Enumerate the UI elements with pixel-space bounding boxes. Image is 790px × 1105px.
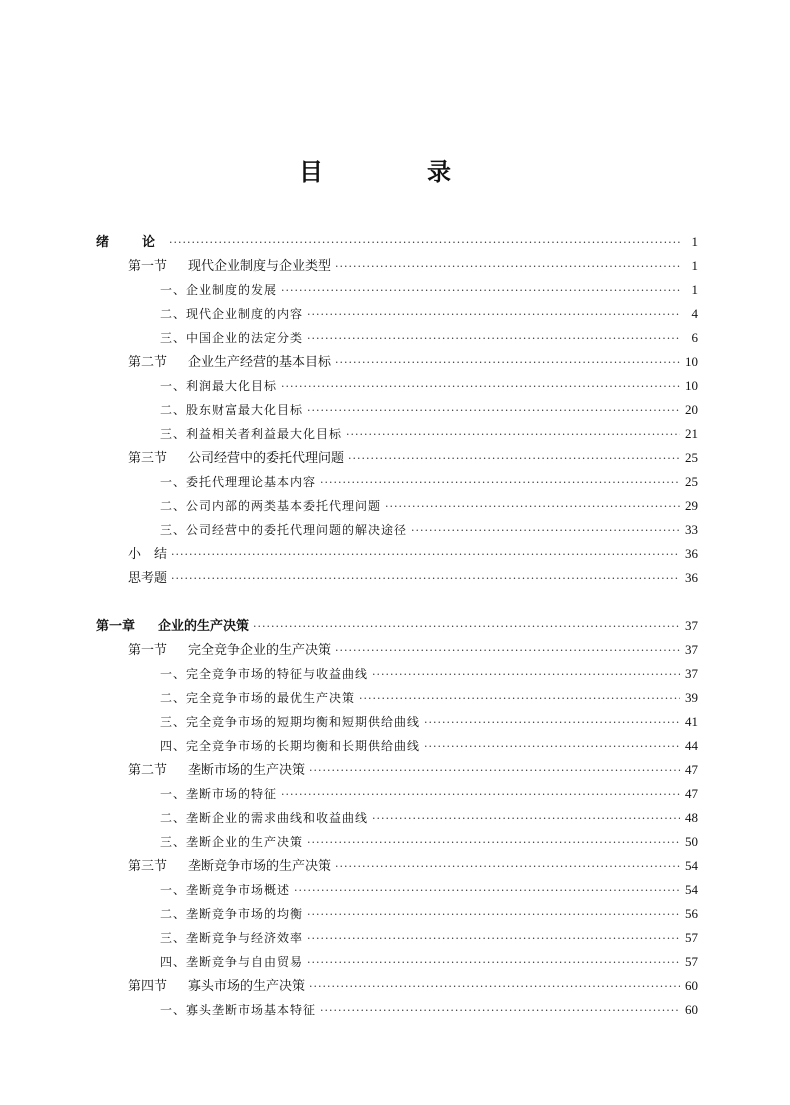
toc-entry-number: 第二节 (128, 355, 168, 370)
toc-entry[interactable] (160, 784, 698, 804)
toc-entry-number: 绪 论 (96, 235, 166, 250)
dot-leader (307, 833, 680, 853)
dot-leader (372, 809, 680, 829)
toc-entry-title: 三、垄断竞争与经济效率 (160, 931, 304, 945)
toc-page-number: 10 (685, 378, 698, 393)
toc-page-number: 6 (691, 330, 698, 345)
toc-entry-title: 二、现代企业制度的内容 (160, 307, 304, 321)
dot-leader (309, 761, 680, 781)
toc-entry-title: 一、寡头垄断市场基本特征 (160, 1003, 317, 1017)
toc-entry-title: 一、企业制度的发展 (160, 283, 278, 297)
toc-entry[interactable] (160, 952, 698, 972)
toc-entry-number: 小 结 (128, 547, 168, 562)
dot-leader (385, 497, 680, 517)
toc-page-number: 36 (685, 570, 698, 585)
toc-entry[interactable] (160, 736, 698, 756)
dot-leader (335, 353, 680, 373)
toc-page-number: 36 (685, 546, 698, 561)
toc-entry-title: 四、垄断竞争与自由贸易 (160, 955, 304, 969)
dot-leader (307, 953, 680, 973)
dot-leader (171, 569, 680, 589)
dot-leader (320, 1001, 680, 1021)
toc-page-number: 1 (691, 234, 698, 249)
toc-entry[interactable] (96, 232, 698, 252)
toc-entry-title: 三、公司经营中的委托代理问题的解决途径 (160, 523, 408, 537)
dot-leader (348, 449, 680, 469)
toc-entry-title: 寡头市场的生产决策 (188, 979, 306, 994)
dot-leader (335, 857, 680, 877)
toc-entry[interactable] (128, 760, 698, 780)
toc-entry-title: 三、垄断企业的生产决策 (160, 835, 304, 849)
toc-page-number: 54 (685, 882, 698, 897)
toc-page-number: 60 (685, 1002, 698, 1017)
toc-entry-title: 垄断市场的生产决策 (188, 763, 306, 778)
dot-leader (372, 665, 680, 685)
dot-leader (424, 713, 680, 733)
toc-page-number: 47 (685, 762, 698, 777)
toc-entry[interactable] (96, 616, 698, 636)
toc-entry[interactable] (128, 856, 698, 876)
toc-page-number: 25 (685, 450, 698, 465)
toc-entry-title: 三、中国企业的法定分类 (160, 331, 304, 345)
toc-entry-title: 现代企业制度与企业类型 (188, 259, 332, 274)
toc-entry-title: 企业生产经营的基本目标 (188, 355, 332, 370)
toc-entry[interactable] (160, 328, 698, 348)
dot-leader (281, 377, 680, 397)
dot-leader (169, 233, 680, 253)
dot-leader (335, 257, 680, 277)
toc-page-number: 50 (685, 834, 698, 849)
toc-entry-number: 第一节 (128, 259, 168, 274)
dot-leader (294, 881, 680, 901)
dot-leader (424, 737, 680, 757)
dot-leader (309, 977, 680, 997)
toc-entry[interactable] (128, 640, 698, 660)
toc-page-number: 10 (685, 354, 698, 369)
toc-entry[interactable] (160, 280, 698, 300)
dot-leader (335, 641, 680, 661)
toc-entry[interactable] (128, 448, 698, 468)
toc-entry-title: 三、完全竞争市场的短期均衡和短期供给曲线 (160, 715, 421, 729)
dot-leader (346, 425, 680, 445)
toc-entry[interactable] (128, 568, 698, 588)
toc-entry-number: 第三节 (128, 859, 168, 874)
toc-page-number: 4 (691, 306, 698, 321)
dot-leader (281, 785, 680, 805)
toc-page-number: 41 (685, 714, 698, 729)
toc-entry-title: 三、利益相关者利益最大化目标 (160, 427, 343, 441)
toc-entry[interactable] (128, 544, 698, 564)
toc-entry-title: 二、公司内部的两类基本委托代理问题 (160, 499, 382, 513)
toc-entry[interactable] (128, 976, 698, 996)
dot-leader (171, 545, 680, 565)
toc-entry-title: 一、委托代理理论基本内容 (160, 475, 317, 489)
toc-entry-title: 二、垄断企业的需求曲线和收益曲线 (160, 811, 369, 825)
toc-entry-title: 企业的生产决策 (158, 619, 250, 634)
toc-page-number: 37 (685, 618, 698, 633)
dot-leader (320, 473, 680, 493)
toc-entry-title: 二、完全竞争市场的最优生产决策 (160, 691, 356, 705)
toc-page-number: 56 (685, 906, 698, 921)
toc-entry[interactable] (160, 904, 698, 924)
toc-entry-number: 第二节 (128, 763, 168, 778)
toc-entry[interactable] (160, 496, 698, 516)
toc-entry-title: 一、垄断竞争市场概述 (160, 883, 291, 897)
toc-entry[interactable] (128, 256, 698, 276)
toc-entry[interactable] (160, 688, 698, 708)
toc-entry-title: 一、完全竞争市场的特征与收益曲线 (160, 667, 369, 681)
toc-entry[interactable] (160, 808, 698, 828)
toc-entry[interactable] (160, 712, 698, 732)
toc-entry-number: 第三节 (128, 451, 168, 466)
toc-page-number: 1 (691, 282, 698, 297)
dot-leader (307, 305, 680, 325)
toc-page-number: 39 (685, 690, 698, 705)
dot-leader (281, 281, 680, 301)
toc-page-number: 47 (685, 786, 698, 801)
toc-page-number: 54 (685, 858, 698, 873)
dot-leader (307, 329, 680, 349)
toc-entry[interactable] (160, 472, 698, 492)
toc-entry-title: 四、完全竞争市场的长期均衡和长期供给曲线 (160, 739, 421, 753)
dot-leader (307, 401, 680, 421)
dot-leader (359, 689, 680, 709)
toc-entry[interactable] (160, 1000, 698, 1020)
toc-page-number: 48 (685, 810, 698, 825)
toc-entry[interactable] (160, 928, 698, 948)
toc-page-number: 1 (691, 258, 698, 273)
toc-page-number: 60 (685, 978, 698, 993)
toc-entry-number: 第一节 (128, 643, 168, 658)
toc-entry-title: 垄断竞争市场的生产决策 (188, 859, 332, 874)
toc-entry[interactable] (160, 304, 698, 324)
toc-entry[interactable] (160, 832, 698, 852)
toc-entry[interactable] (160, 664, 698, 684)
toc-page-number: 57 (685, 930, 698, 945)
toc-entry[interactable] (160, 880, 698, 900)
dot-leader (411, 521, 680, 541)
toc-entry-title: 一、利润最大化目标 (160, 379, 278, 393)
toc-entry-number: 第一章 (96, 619, 136, 634)
toc-entry[interactable] (160, 400, 698, 420)
toc-entry-title: 一、垄断市场的特征 (160, 787, 278, 801)
dot-leader (307, 929, 680, 949)
toc-page-number: 21 (685, 426, 698, 441)
toc-entry-title: 完全竞争企业的生产决策 (188, 643, 332, 658)
toc-page-number: 29 (685, 498, 698, 513)
toc-page-number: 57 (685, 954, 698, 969)
toc-entry[interactable] (128, 352, 698, 372)
toc-page-number: 44 (685, 738, 698, 753)
toc-page-number: 37 (685, 642, 698, 657)
toc-page-number: 20 (685, 402, 698, 417)
toc-page-number: 25 (685, 474, 698, 489)
toc-entry-title: 二、垄断竞争市场的均衡 (160, 907, 304, 921)
toc-entry-number: 思考题 (128, 571, 168, 586)
toc-entry[interactable] (160, 376, 698, 396)
toc-page-number: 33 (685, 522, 698, 537)
toc-entry-number: 第四节 (128, 979, 168, 994)
toc-page-number: 37 (685, 666, 698, 681)
toc-entry[interactable] (160, 520, 698, 540)
toc-entry[interactable] (160, 424, 698, 444)
toc-entry-title: 二、股东财富最大化目标 (160, 403, 304, 417)
page-title: 目 录 (299, 157, 491, 186)
dot-leader (307, 905, 680, 925)
dot-leader (253, 617, 680, 637)
toc-entry-title: 公司经营中的委托代理问题 (188, 451, 345, 466)
